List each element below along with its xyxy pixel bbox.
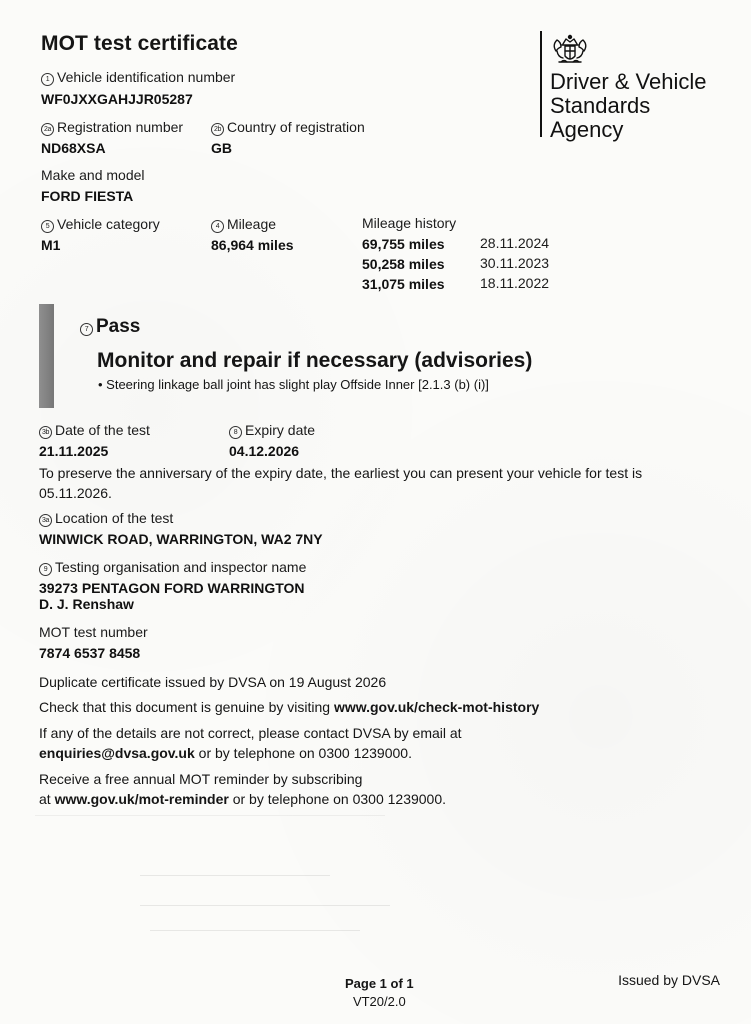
advisory-item: • Steering linkage ball joint has slight play Offside Inner [2.1.3 (b) (i)] — [98, 377, 489, 392]
pass-result — [80, 316, 140, 338]
genuine-prefix: Check that this document is genuine by visiting — [39, 699, 334, 715]
expiry-date-label — [229, 422, 315, 439]
contact-notice — [39, 723, 462, 763]
anniversary-note — [39, 463, 642, 503]
vin-label — [41, 69, 235, 86]
logo-divider — [540, 31, 542, 137]
testing-organisation-label-text: Testing organisation and inspector name — [55, 559, 307, 575]
reminder-line-2 — [39, 789, 446, 809]
expiry-date-label-text: Expiry date — [245, 422, 316, 438]
mileage-label — [211, 216, 276, 233]
make-model-value: FORD FIESTA — [41, 188, 134, 204]
agency-line-1: Driver & Vehicle — [550, 69, 707, 94]
registration-value: ND68XSA — [41, 140, 106, 156]
mileage-label-text: Mileage — [227, 216, 277, 232]
anniversary-line: To preserve the anniversary of the expiry date, the earliest you can present your vehicle for test is — [39, 465, 643, 481]
registration-label — [41, 119, 183, 136]
mot-reminder-link[interactable]: www.gov.uk/mot-reminder — [54, 791, 229, 807]
pass-status-bar — [39, 304, 54, 408]
history-date: 18.11.2022 — [480, 275, 550, 291]
country-label-text: Country of registration — [227, 119, 365, 135]
faint-background-line — [150, 930, 360, 931]
history-date: 30.11.2023 — [480, 255, 550, 271]
agency-line-3: Agency — [550, 117, 624, 142]
field-number-badge: 7 — [80, 323, 93, 336]
contact-email-link[interactable]: enquiries@dvsa.gov.uk — [39, 745, 195, 761]
pass-status-text: Pass — [96, 316, 141, 337]
vin-label-text: Vehicle identification number — [57, 69, 236, 85]
test-date-label-text: Date of the test — [55, 422, 150, 438]
reminder-notice — [39, 769, 446, 809]
faint-background-line — [140, 875, 330, 876]
mileage-history-label: Mileage history — [362, 215, 457, 231]
contact-line-2 — [39, 743, 462, 763]
category-value: M1 — [41, 237, 61, 253]
history-mileage: 69,755 miles — [362, 236, 445, 252]
form-code: VT20/2.0 — [352, 994, 406, 1009]
location-value: WINWICK ROAD, WARRINGTON, WA2 7NY — [39, 531, 323, 547]
history-date: 28.11.2024 — [480, 235, 550, 251]
contact-suffix: or by telephone on 0300 1239000. — [194, 745, 412, 761]
agency-name — [550, 70, 707, 142]
history-mileage: 31,075 miles — [362, 276, 445, 292]
location-label — [39, 510, 173, 527]
agency-line-2: Standards — [550, 93, 651, 118]
mileage-value: 86,964 miles — [211, 237, 294, 253]
document-title: MOT test certificate — [41, 32, 238, 55]
reminder-prefix: at — [39, 791, 55, 807]
field-number-badge: 2b — [211, 123, 224, 136]
page-number: Page 1 of 1 — [345, 976, 414, 991]
reminder-suffix: or by telephone on 0300 1239000. — [228, 791, 447, 807]
category-label-text: Vehicle category — [57, 216, 160, 232]
test-date-value: 21.11.2025 — [39, 443, 109, 459]
location-label-text: Location of the test — [55, 510, 174, 526]
country-label — [211, 119, 365, 136]
duplicate-notice: Duplicate certificate issued by DVSA on 19 August 2026 — [39, 674, 387, 690]
advisory-heading: Monitor and repair if necessary (advisories) — [97, 349, 533, 372]
genuine-check-notice — [39, 697, 539, 717]
field-number-badge: 3a — [39, 514, 52, 527]
royal-crest-icon — [549, 33, 591, 65]
field-number-badge: 2a — [41, 123, 54, 136]
category-label — [41, 216, 160, 233]
mot-test-number-value: 7874 6537 8458 — [39, 645, 141, 661]
issued-by: Issued by DVSA — [618, 972, 720, 988]
contact-line-1: If any of the details are not correct, please contact DVSA by email at — [39, 725, 462, 741]
expiry-date-value: 04.12.2026 — [229, 443, 300, 459]
inspector-name: D. J. Renshaw — [39, 596, 134, 612]
faint-background-line — [140, 905, 390, 906]
paper-fold-line — [35, 815, 385, 816]
vin-value: WF0JXXGAHJJR05287 — [41, 91, 193, 107]
field-number-badge: 4 — [211, 220, 224, 233]
registration-label-text: Registration number — [57, 119, 184, 135]
field-number-badge: 5 — [41, 220, 54, 233]
field-number-badge: 1 — [41, 73, 54, 86]
testing-organisation-label — [39, 559, 306, 576]
field-number-badge: 9 — [39, 563, 52, 576]
anniversary-date: 05.11.2026. — [39, 485, 112, 501]
country-value: GB — [211, 140, 232, 156]
history-mileage: 50,258 miles — [362, 256, 445, 272]
test-date-label — [39, 422, 150, 439]
page-footer — [345, 975, 414, 1011]
field-number-badge: 3b — [39, 426, 52, 439]
reminder-line-1: Receive a free annual MOT reminder by subscribing — [39, 771, 363, 787]
mot-test-number-label: MOT test number — [39, 624, 148, 640]
field-number-badge: 8 — [229, 426, 242, 439]
testing-organisation-value: 39273 PENTAGON FORD WARRINGTON — [39, 580, 305, 596]
check-mot-history-link[interactable]: www.gov.uk/check-mot-history — [333, 699, 540, 715]
make-model-label: Make and model — [41, 167, 145, 183]
